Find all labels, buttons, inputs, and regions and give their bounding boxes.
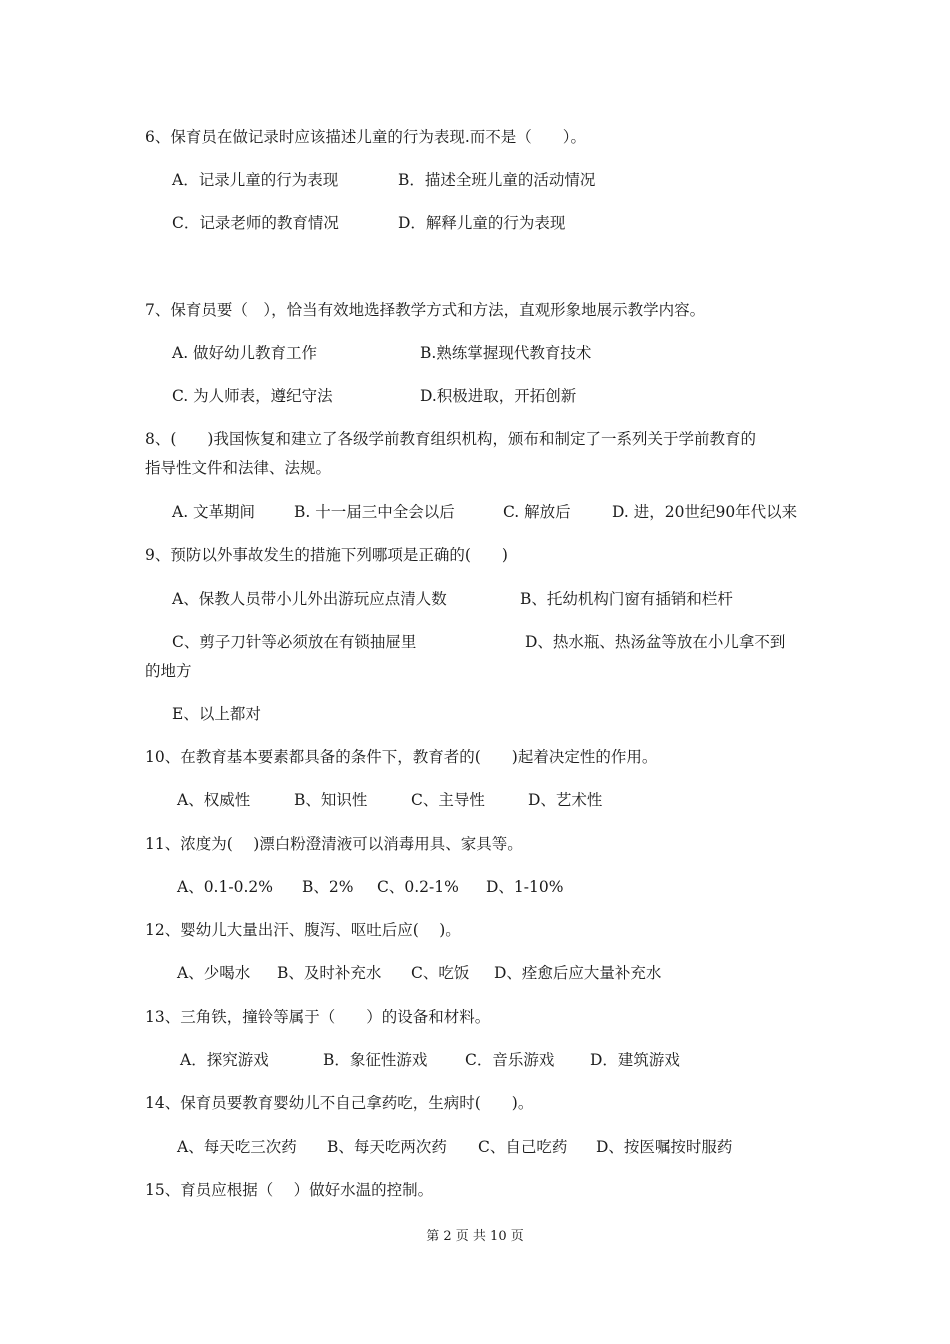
question-10-option-a: A、权威性 [177,791,251,809]
question-9-option-d-line2: 的地方 [145,662,192,680]
question-13-option-a: A．探究游戏 [180,1051,269,1069]
question-8-option-c: C. 解放后 [503,503,571,521]
question-8-stem-line2: 指导性文件和法律、法规。 [145,459,332,477]
question-12-option-b: B、及时补充水 [277,964,382,982]
question-13-option-c: C．音乐游戏 [465,1051,555,1069]
question-6-option-d: D．解释儿童的行为表现 [398,214,566,232]
question-12-option-a: A、少喝水 [177,964,251,982]
question-8-option-a: A. 文革期间 [172,503,256,521]
question-13-stem: 13、三角铁，撞铃等属于（ ）的设备和材料。 [145,1008,491,1026]
question-10-option-b: B、知识性 [294,791,368,809]
question-8-option-d: D. 进，20世纪90年代以来 [612,503,798,521]
question-10-option-d: D、艺术性 [528,791,603,809]
question-11-option-b: B、2% [302,878,354,896]
question-6-option-b: B．描述全班儿童的活动情况 [398,171,596,189]
question-12-stem: 12、婴幼儿大量出汗、腹泻、呕吐后应( )。 [145,921,461,939]
question-12-option-c: C、吃饭 [411,964,470,982]
question-10-option-c: C、主导性 [411,791,485,809]
question-14-stem: 14、保育员要教育婴幼儿不自己拿药吃，生病时( )。 [145,1094,534,1112]
question-13-option-b: B．象征性游戏 [323,1051,428,1069]
question-11-stem: 11、浓度为( )漂白粉澄清液可以消毒用具、家具等。 [145,835,523,853]
question-9-option-b: B、托幼机构门窗有插销和栏杆 [520,590,733,608]
question-6-option-c: C．记录老师的教育情况 [172,214,339,232]
question-11-option-c: C、0.2-1% [377,878,459,896]
question-14-option-b: B、每天吃两次药 [327,1138,447,1156]
question-7-stem: 7、保育员要（ ），恰当有效地选择教学方式和方法，直观形象地展示教学内容。 [145,301,706,319]
question-7-option-a: A. 做好幼儿教育工作 [172,344,318,362]
question-9-stem: 9、预防以外事故发生的措施下列哪项是正确的( ) [145,546,508,564]
question-6-stem: 6、保育员在做记录时应该描述儿童的行为表现.而不是（ ）。 [145,128,587,146]
question-15-stem: 15、育员应根据（ ）做好水温的控制。 [145,1181,434,1199]
question-14-option-d: D、按医嘱按时服药 [596,1138,733,1156]
question-12-option-d: D、痊愈后应大量补充水 [494,964,662,982]
question-14-option-a: A、每天吃三次药 [177,1138,297,1156]
question-11-option-a: A、0.1-0.2% [177,878,273,896]
question-7-option-c: C. 为人师表，遵纪守法 [172,387,333,405]
question-10-stem: 10、在教育基本要素都具备的条件下，教育者的( )起着决定性的作用。 [145,748,658,766]
question-8-stem-line1: 8、( )我国恢复和建立了各级学前教育组织机构，颁布和制定了一系列关于学前教育的 [145,430,756,448]
question-9-option-c: C、剪子刀针等必须放在有锁抽屉里 [172,633,417,651]
question-11-option-d: D、1-10% [486,878,564,896]
page-number-footer: 第 2 页 共 10 页 [426,1229,524,1244]
question-9-option-d-line1: D、热水瓶、热汤盆等放在小儿拿不到 [525,633,786,651]
question-13-option-d: D．建筑游戏 [590,1051,680,1069]
question-9-option-e: E、以上都对 [172,705,261,723]
question-14-option-c: C、自己吃药 [478,1138,568,1156]
question-7-option-d: D.积极进取，开拓创新 [420,387,577,405]
question-8-option-b: B. 十一届三中全会以后 [294,503,455,521]
question-6-option-a: A．记录儿童的行为表现 [172,171,339,189]
question-9-option-a: A、保教人员带小儿外出游玩应点清人数 [172,590,447,608]
question-7-option-b: B.熟练掌握现代教育技术 [420,344,592,362]
